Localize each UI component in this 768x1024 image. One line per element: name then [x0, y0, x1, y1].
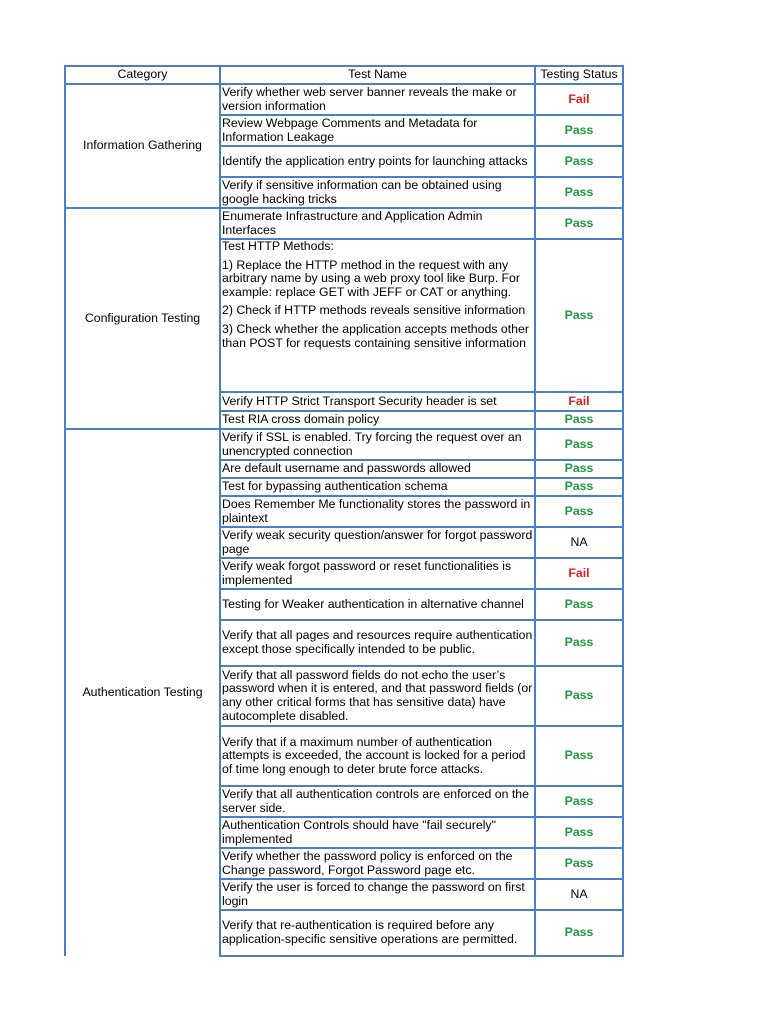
- test-name-cell: Verify that all pages and resources require authentication except those specifically intended to be public.: [220, 620, 535, 666]
- test-status-table-container: [64, 65, 624, 957]
- test-name-cell: Verify that if a maximum number of authentication attempts is exceeded, the account is locked for a period of time long enough to deter brute force attacks.: [220, 726, 535, 786]
- test-name-cell: Identify the application entry points for launching attacks: [220, 146, 535, 177]
- test-name-cell: Testing for Weaker authentication in alternative channel: [220, 589, 535, 620]
- test-name-cell: Test for bypassing authentication schema: [220, 478, 535, 496]
- table-row: [65, 208, 623, 239]
- table-body: [65, 84, 623, 956]
- table-row: [65, 429, 623, 460]
- test-name-cell: Verify if sensitive information can be obtained using google hacking tricks: [220, 177, 535, 208]
- status-cell: Pass: [535, 239, 623, 392]
- status-cell: Pass: [535, 910, 623, 956]
- test-name-cell: [220, 239, 535, 392]
- status-cell: Pass: [535, 817, 623, 848]
- test-name-cell: Verify whether web server banner reveals the make or version information: [220, 84, 535, 115]
- test-name-paragraph: 2) Check if HTTP methods reveals sensitive information: [222, 303, 526, 318]
- test-name-cell: Enumerate Infrastructure and Application Admin Interfaces: [220, 208, 535, 239]
- status-cell: Pass: [535, 666, 623, 726]
- status-cell: Pass: [535, 429, 623, 460]
- header-category: Category: [65, 66, 220, 84]
- status-cell: Pass: [535, 620, 623, 666]
- status-cell: Pass: [535, 146, 623, 177]
- test-name-cell: Verify if SSL is enabled. Try forcing the request over an unencrypted connection: [220, 429, 535, 460]
- status-cell: Fail: [535, 558, 623, 589]
- status-cell: Pass: [535, 177, 623, 208]
- category-cell: Configuration Testing: [65, 208, 220, 429]
- test-name-paragraph: 1) Replace the HTTP method in the request with any arbitrary name by using a web proxy tool like Burp. For example: replace GET with JEFF or CAT or anything.: [222, 257, 520, 299]
- status-cell: Pass: [535, 478, 623, 496]
- header-test-name: Test Name: [220, 66, 535, 84]
- status-cell: Pass: [535, 460, 623, 478]
- test-name-cell: Authentication Controls should have "fail securely" implemented: [220, 817, 535, 848]
- status-cell: Pass: [535, 589, 623, 620]
- status-cell: Pass: [535, 115, 623, 146]
- status-cell: NA: [535, 879, 623, 910]
- status-cell: Fail: [535, 392, 623, 411]
- test-name-paragraph: 3) Check whether the application accepts methods other than POST for requests containing sensitive information: [222, 321, 529, 350]
- status-cell: Pass: [535, 208, 623, 239]
- header-testing-status: Testing Status: [535, 66, 623, 84]
- test-name-cell: Test RIA cross domain policy: [220, 411, 535, 429]
- status-cell: NA: [535, 527, 623, 558]
- test-status-table: [64, 65, 624, 957]
- status-cell: Fail: [535, 84, 623, 115]
- test-name-cell: Verify weak security question/answer for forgot password page: [220, 527, 535, 558]
- test-name-cell: Are default username and passwords allowed: [220, 460, 535, 478]
- category-cell: Information Gathering: [65, 84, 220, 208]
- category-cell: Authentication Testing: [65, 429, 220, 956]
- test-name-cell: Verify that all authentication controls are enforced on the server side.: [220, 786, 535, 817]
- test-name-cell: Verify whether the password policy is enforced on the Change password, Forgot Password page etc.: [220, 848, 535, 879]
- test-name-cell: Review Webpage Comments and Metadata for Information Leakage: [220, 115, 535, 146]
- test-name-cell: Does Remember Me functionality stores the password in plaintext: [220, 496, 535, 527]
- table-header-row: [65, 66, 623, 84]
- test-name-cell: Verify weak forgot password or reset functionalities is implemented: [220, 558, 535, 589]
- status-cell: Pass: [535, 786, 623, 817]
- test-name-cell: Verify HTTP Strict Transport Security header is set: [220, 392, 535, 411]
- status-cell: Pass: [535, 848, 623, 879]
- status-cell: Pass: [535, 726, 623, 786]
- status-cell: Pass: [535, 411, 623, 429]
- test-name-cell: Verify the user is forced to change the password on first login: [220, 879, 535, 910]
- test-name-paragraph: Test HTTP Methods:: [222, 239, 334, 253]
- table-row: [65, 84, 623, 115]
- test-name-cell: Verify that re-authentication is required before any application-specific sensitive operations are permitted.: [220, 910, 535, 956]
- status-cell: Pass: [535, 496, 623, 527]
- test-name-cell: Verify that all password fields do not echo the user’s password when it is entered, and that password fields (or any other critical forms that has sensitive data) have autocomplete disabled.: [220, 666, 535, 726]
